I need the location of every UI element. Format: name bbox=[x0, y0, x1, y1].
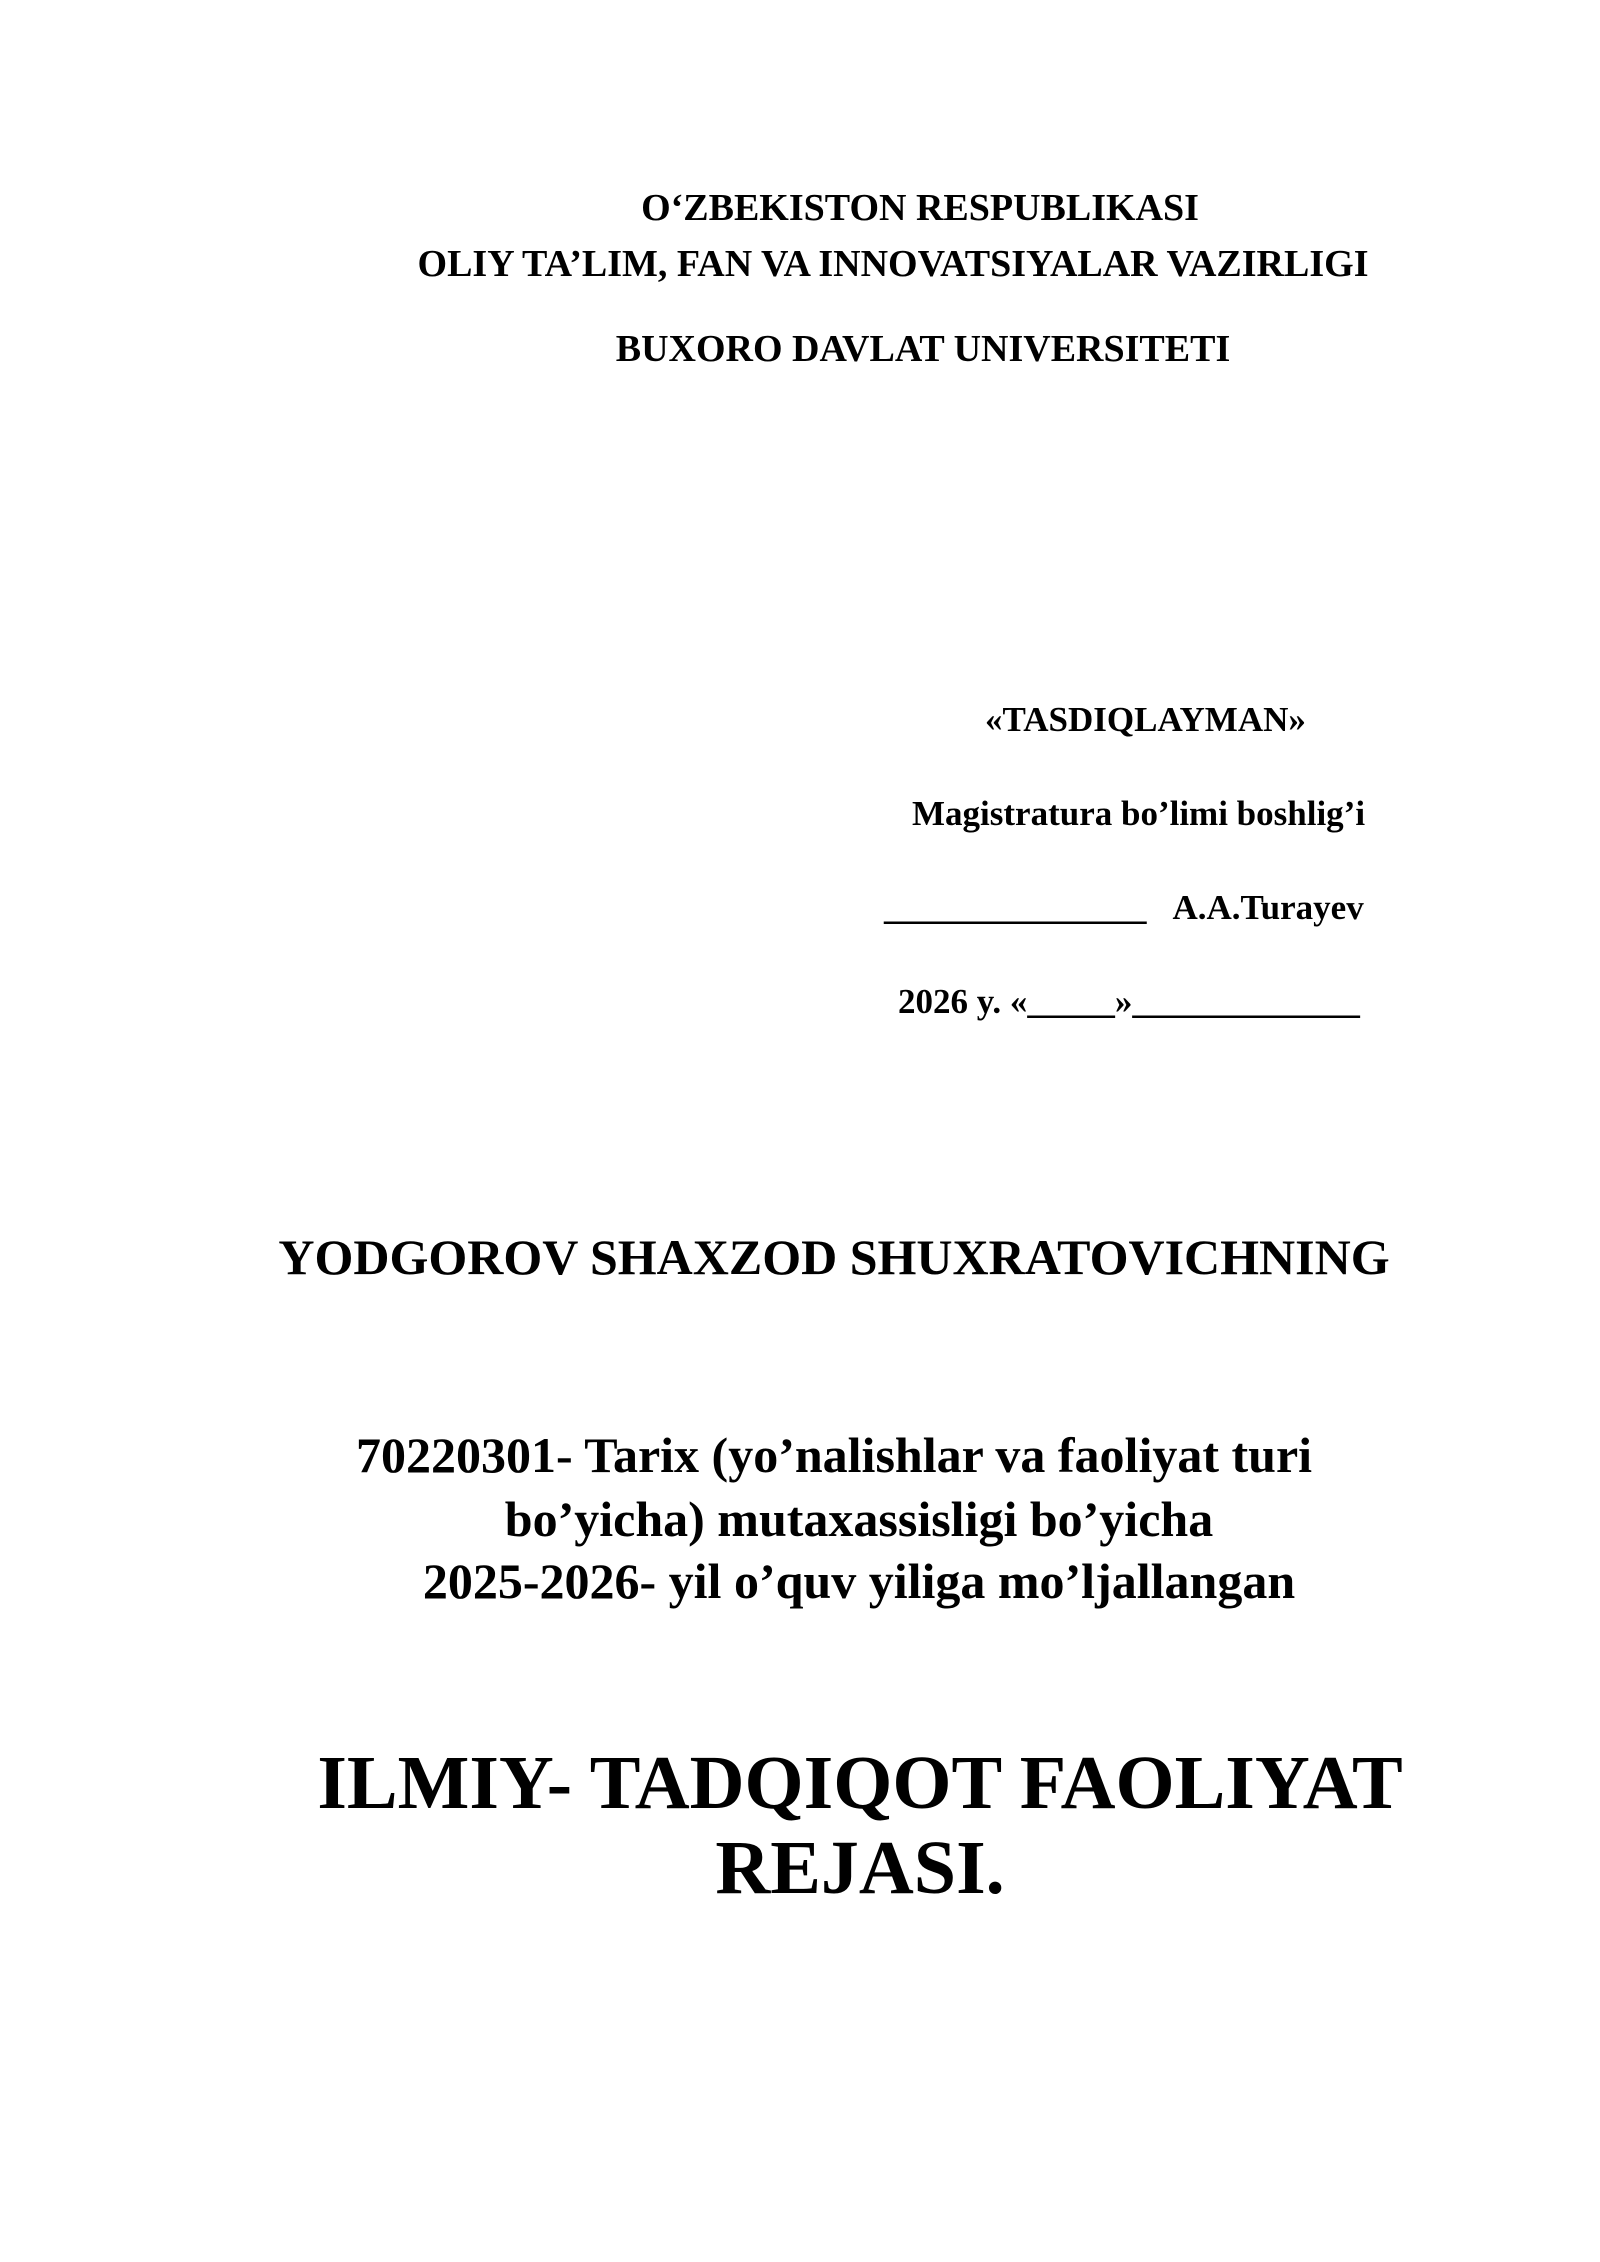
specialty-line-2: bo’yicha) mutaxassisligi bo’yicha bbox=[504, 1491, 1214, 1547]
approval-date-line: 2026 y. «_____»_____________ bbox=[898, 982, 1360, 1021]
header-ministry: OLIY TA’LIM, FAN VA INNOVATSIYALAR VAZIRLIGI bbox=[417, 243, 1369, 285]
approval-stamp: «TASDIQLAYMAN» bbox=[985, 700, 1306, 739]
student-name: YODGOROV SHAXZOD SHUXRATOVICHNING bbox=[278, 1229, 1390, 1285]
approval-signature-row bbox=[884, 890, 1364, 925]
signature-line: _______________ bbox=[884, 888, 1147, 927]
header-university: BUXORO DAVLAT UNIVERSITETI bbox=[615, 328, 1231, 370]
header-country: O‘ZBEKISTON RESPUBLIKASI bbox=[641, 187, 1199, 229]
document-title-line-1: ILMIY- TADQIQOT FAOLIYAT bbox=[317, 1741, 1403, 1825]
document-title-line-2: REJASI. bbox=[715, 1826, 1005, 1910]
specialty-line-1: 70220301- Tarix (yo’nalishlar va faoliyat turi bbox=[355, 1427, 1313, 1483]
approval-position: Magistratura bo’limi boshlig’i bbox=[912, 794, 1366, 833]
specialty-line-3: 2025-2026- yil o’quv yiliga mo’ljallangan bbox=[422, 1553, 1296, 1609]
approver-name: A.A.Turayev bbox=[1172, 888, 1364, 927]
